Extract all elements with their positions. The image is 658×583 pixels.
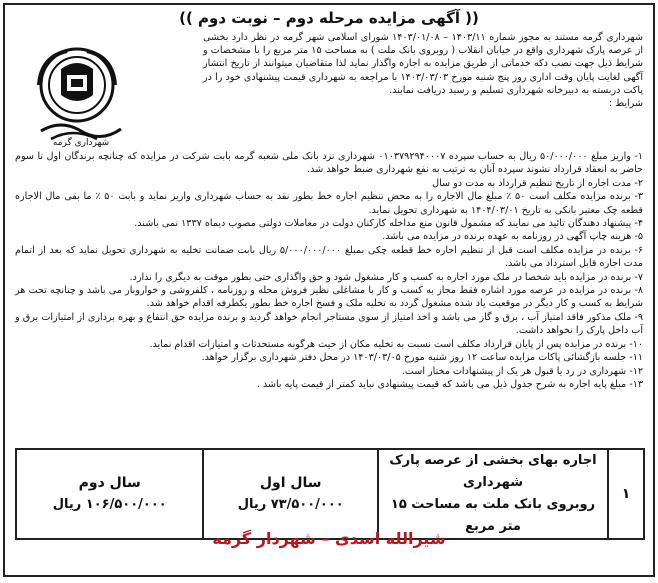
condition-item: ۲- مدت اجاره از تاریخ تنظیم قرارداد به مدت دو سال — [432, 177, 643, 189]
notice-title: (( آگهی مزایده مرحله دوم – نوبت دوم )) — [179, 9, 479, 27]
condition-item: ۶- برنده در مزایده مکلف است قبل از تنظیم اجاره خط قطعه چکی بمبلغ ۵/۰۰۰/۰۰۰/۰۰۰ ریال بابت ضمانت تخلیه به شهرداری تحویل نماید که بعد از اتمام مدت اجاره قابل استرداد می باشد. — [15, 244, 643, 270]
condition-item: ۳- برنده مزایده مکلف است ۵۰ ٪ مبلغ مال الاجاره را به محض تنظیم اجاره خط بطور نقد به حساب شهرداری واریز نماید و بابت ۵۰ ٪ ما بقی مال الاجاره قطعه چک معتبر بانکی به تاریخ ۱۴۰۴/۰۳/۰۱ به شهرداری تحویل نماید. — [15, 191, 644, 216]
condition-item: ۱۱- جلسه بازگشائی پاکات مزایده ساعت ۱۲ روز شنبه مورخ ۱۴۰۳/۰۳/۰۵ در محل دفتر شهرداری برگزار خواهد. — [201, 352, 643, 364]
logo-lettering: شهرداری گرمه — [52, 138, 110, 148]
condition-item: ۱۳- مبلغ پایه اجاره به شرح جدول ذیل می باشد که قیمت پیشنهادی نباید کمتر از قیمت پایه باشد . — [256, 378, 643, 390]
condition-item: ۸- برنده در مزایده در عرصه مورد اشاره فقط مجاز به کسب و کار با مشاغلی نظیر فروش مجله و روزنامه ، کلفروشی و خواروبار می باشد و چنانچه تحت هر شرایط به کسب و کار دیگر در موقعیت یاد شده مشغول گردد به تخلیه ملک و فسخ اجاره خط بطور یکطرفه اقدام خواهد شد. — [15, 285, 643, 310]
condition-item: ۹- ملک مذکور فاقد امتیاز آب ، برق و گاز می باشد و اخذ امتیاز از سوی مستاجر انجام خواهد گردید و برنده مزایده حق انتفاع و بهره برداری از امتیازات برق و آب داخل پارک را نخواهد داشت. — [15, 311, 643, 337]
lease-description: اجاره بهای بخشی از عرصه پارک شهرداری روبروی بانک ملت به مساحت ۱۵ متر مربع — [378, 449, 608, 539]
condition-item: ۱۰- برنده در مزایده پس از پایان قرارداد مکلف است نسبت به تخلیه مکان از حیث هرگونه مستحدثات و امتیازات اقدام نماید. — [149, 338, 643, 350]
year-two-price: سال دوم ۱۰۶/۵۰۰/۰۰۰ ریال — [16, 449, 203, 539]
condition-item: ۵- هزینه چاپ آگهی در روزنامه به عهده برنده در مزایده می باشد. — [382, 231, 643, 243]
condition-item: ۱- واریز مبلغ ۵۰/۰۰۰/۰۰۰ ریال به حساب سپرده ۰۱۰۳۷۹۲۹۴۰۰۰۷ شهرداری نزد بانک ملی شعبه گرمه بابت شرکت در مزایده که چنانچه برندگان اول تا سوم حاضر به انعقاد قرارداد نشوند سپرده آنان به ترتیب به نفع شهرداری ضبط خواهد شد. — [15, 151, 643, 176]
base-price-table — [15, 448, 645, 540]
condition-item: ۱۲- شهرداری در رد یا قبول هر یک از پیشنهادات مختار است. — [401, 365, 643, 377]
municipality-logo-icon — [21, 39, 139, 151]
condition-item: ۴- پیشنهاد دهندگان تائید می نمایند که مشمول قانون منع مداخله کارکنان دولت در معاملات دولتی مصوب دیماه ۱۳۳۷ نمی باشند. — [134, 218, 643, 230]
notice-frame — [3, 3, 655, 577]
signature: شیرالله اسدی – شهردار گرمه — [212, 529, 446, 548]
year-one-price: سال اول ۷۳/۵۰۰/۰۰۰ ریال — [203, 449, 378, 539]
notice-intro: شهرداری گرمه مستند به مجوز شماره ۱۴۰۳/۱۱ – ۱۴۰۳/۰۱/۰۸ شورای اسلامی شهر گرمه در نظر دارد بخشی از عرصه پارک شهرداری واقع در خیابان انقلاب ( روبروی بانک ملت ) به مساحت ۱۵ متر مربع را با مشخصات و شرایط ذیل جهت نصب دکه خدماتی از طریق مزایده به اجاره واگذار نماید لذا متقاضیان میتوانند از تاریخ انتشار آگهی لغایت پایان وقت اداری روز پنج شنبه مورخ ۱۴۰۳/۰۳/۰۳ با مراجعه به شهرداری قیمت پیشنهادی خود را در پاکت دربسته به دبیرخانه شهرداری تسلیم و رسید دریافت نمایند. شرایط : — [203, 32, 643, 110]
conditions-list — [15, 150, 643, 391]
row-index: ۱ — [608, 449, 644, 539]
conditions-label: شرایط : — [608, 98, 643, 110]
table-row — [16, 449, 644, 539]
condition-item: ۷- برنده در مزایده باید شخصا در ملک مورد اجاره به کسب و کار مشغول شود و حق واگذاری حتی بطور موقت به دیگری را ندارد. — [129, 271, 643, 283]
